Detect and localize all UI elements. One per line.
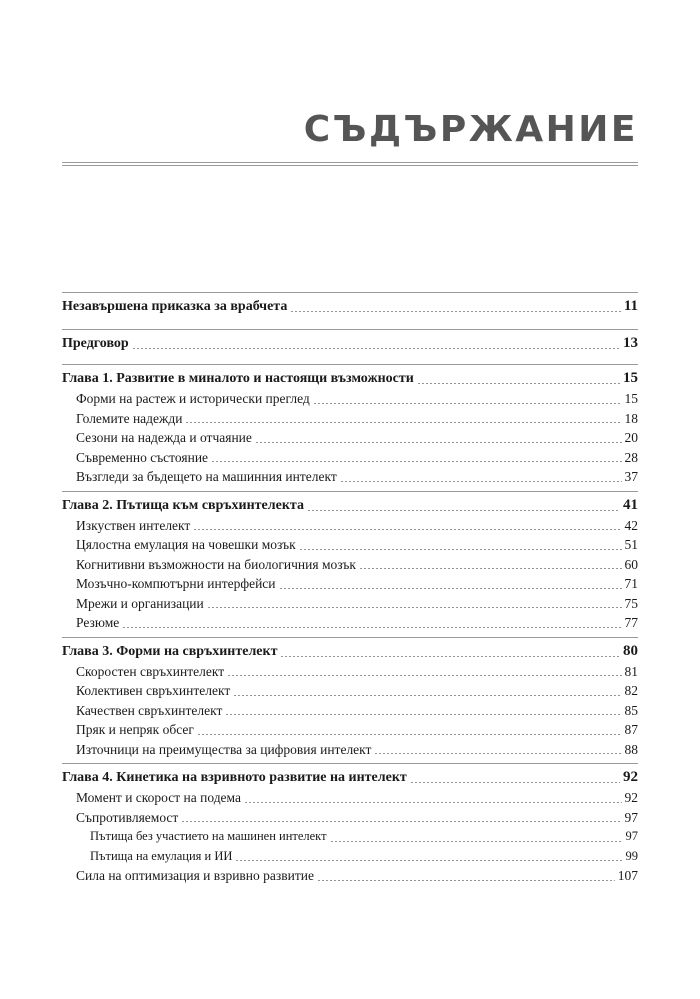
dot-leader xyxy=(330,841,623,842)
toc-entry-label: Момент и скорост на подема xyxy=(76,790,241,805)
dot-leader xyxy=(317,880,615,881)
dot-leader xyxy=(417,383,620,384)
dot-leader xyxy=(233,695,621,696)
toc-entry-label: Мозъчно-компютърни интерфейси xyxy=(76,576,276,591)
toc-page-number: 80 xyxy=(623,642,638,659)
dot-leader xyxy=(122,627,621,628)
page-title: СЪДЪРЖАНИЕ xyxy=(303,109,638,150)
toc-entry-label: Пряк и непряк обсег xyxy=(76,722,194,737)
toc-entry-label: Глава 4. Кинетика на взривното развитие на интелект xyxy=(62,770,407,785)
toc-entry-label: Големите надежди xyxy=(76,410,183,426)
dot-leader xyxy=(211,461,621,462)
dot-leader xyxy=(244,802,622,803)
dot-leader xyxy=(181,821,621,822)
toc-entry-label: Съвременно състояние xyxy=(76,449,209,465)
toc-section-entry[interactable] xyxy=(62,428,638,448)
dot-leader xyxy=(340,481,622,482)
toc-chapter-entry[interactable] xyxy=(62,766,638,788)
dot-leader xyxy=(313,403,622,404)
dot-leader xyxy=(235,860,622,861)
toc-entry-label: Възгледи за бъдещето на машинния интелект xyxy=(76,469,337,484)
dot-leader xyxy=(227,675,621,676)
toc-section-entry[interactable] xyxy=(62,555,638,575)
toc-entry-label: Съпротивляемост xyxy=(76,809,179,825)
toc-section-entry[interactable] xyxy=(62,827,638,847)
toc-page-number: 99 xyxy=(625,848,638,863)
dot-leader xyxy=(280,656,620,657)
toc-page-number: 88 xyxy=(624,741,638,757)
toc-page-number: 82 xyxy=(624,683,638,698)
toc-entry-label: Изкуствен интелект xyxy=(76,517,191,533)
toc-page-number: 92 xyxy=(623,769,638,785)
toc-entry-label: Незавършена приказка за врабчета xyxy=(62,299,288,314)
section-divider xyxy=(62,329,638,330)
toc-page-number: 15 xyxy=(623,370,638,386)
toc-page-number: 107 xyxy=(617,868,638,883)
section-divider xyxy=(62,763,638,764)
toc-page-number: 77 xyxy=(624,615,638,630)
toc-entry-label: Сезони на надежда и отчаяние xyxy=(76,430,252,445)
toc-section-entry[interactable] xyxy=(62,516,638,536)
dot-leader xyxy=(255,442,622,443)
toc-page-number: 60 xyxy=(624,556,638,572)
dot-leader xyxy=(225,714,621,715)
toc-section-entry[interactable] xyxy=(62,467,638,487)
toc-entry-label: Качествен свръхинтелект xyxy=(76,702,223,718)
toc-section-entry[interactable] xyxy=(62,701,638,721)
toc-front-entry[interactable] xyxy=(62,295,638,317)
toc-page-number: 15 xyxy=(624,391,638,406)
toc-entry-label: Мрежи и организации xyxy=(76,595,204,611)
toc-entry-label: Форми на растеж и исторически преглед xyxy=(76,391,310,406)
toc-entry-label: Глава 3. Форми на свръхинтелект xyxy=(62,643,278,659)
toc-chapter-entry[interactable] xyxy=(62,367,638,389)
toc-entry-label: Сила на оптимизация и взривно развитие xyxy=(76,868,314,883)
toc-page-number: 37 xyxy=(624,469,638,484)
toc-entry-label: Когнитивни възможности на биологичния мозък xyxy=(76,556,356,572)
dot-leader xyxy=(299,549,622,550)
toc-entry-label: Предговор xyxy=(62,336,129,351)
toc-entry-label: Колективен свръхинтелект xyxy=(76,683,231,698)
toc-page-number: 11 xyxy=(623,298,638,314)
toc-entry-label: Глава 2. Пътища към свръхинтелекта xyxy=(62,497,304,513)
toc-entry-label: Пътища без участието на машинен интелект xyxy=(90,829,327,843)
dot-leader xyxy=(410,782,620,783)
toc-section-entry[interactable] xyxy=(62,788,638,808)
toc-page-number: 81 xyxy=(624,663,638,679)
dot-leader xyxy=(207,607,622,608)
toc-front-entry[interactable] xyxy=(62,332,638,354)
toc-page-number: 97 xyxy=(625,829,638,843)
dot-leader xyxy=(197,734,622,735)
toc-page-number: 75 xyxy=(624,595,638,611)
toc-page-number: 20 xyxy=(624,430,638,445)
section-divider xyxy=(62,637,638,638)
toc-section-entry[interactable] xyxy=(62,409,638,429)
toc-section-entry[interactable] xyxy=(62,613,638,633)
section-divider xyxy=(62,491,638,492)
title-rule-top xyxy=(62,162,638,163)
toc-page-number: 41 xyxy=(623,496,638,513)
title-rule-bottom xyxy=(62,165,638,166)
toc-page-number: 92 xyxy=(624,790,638,805)
toc-section-entry[interactable] xyxy=(62,389,638,409)
toc-chapter-entry[interactable] xyxy=(62,640,638,662)
toc-entry-label: Пътища на емулация и ИИ xyxy=(90,848,233,863)
dot-leader xyxy=(359,568,622,569)
toc-section-entry[interactable] xyxy=(62,808,638,828)
toc-page-number: 18 xyxy=(624,410,638,426)
toc-section-entry[interactable] xyxy=(62,720,638,740)
toc-page-number: 87 xyxy=(624,722,638,737)
dot-leader xyxy=(307,510,620,511)
dot-leader xyxy=(374,753,621,754)
toc-section-entry[interactable] xyxy=(62,448,638,468)
toc-page-number: 28 xyxy=(624,449,638,465)
toc-entry-label: Резюме xyxy=(76,615,120,630)
toc-page-number: 42 xyxy=(624,517,638,533)
section-divider xyxy=(62,292,638,293)
toc-section-entry[interactable] xyxy=(62,574,638,594)
dot-leader xyxy=(132,348,620,349)
dot-leader xyxy=(185,422,621,423)
toc-entry-label: Цялостна емулация на човешки мозък xyxy=(76,537,296,552)
toc-section-entry[interactable] xyxy=(62,662,638,682)
toc-entry-label: Източници на преимущества за цифровия интелект xyxy=(76,741,372,757)
toc-page-number: 13 xyxy=(623,335,638,351)
toc-section-entry[interactable] xyxy=(62,740,638,760)
toc-page-number: 51 xyxy=(624,537,638,552)
toc-section-entry[interactable] xyxy=(62,594,638,614)
toc-entry-label: Скоростен свръхинтелект xyxy=(76,663,225,679)
toc-page-number: 85 xyxy=(624,702,638,718)
section-divider xyxy=(62,364,638,365)
dot-leader xyxy=(279,588,622,589)
dot-leader xyxy=(290,311,620,312)
toc-chapter-entry[interactable] xyxy=(62,494,638,516)
table-of-contents xyxy=(62,292,638,886)
dot-leader xyxy=(193,529,621,530)
toc-section-entry[interactable] xyxy=(62,681,638,701)
toc-section-entry[interactable] xyxy=(62,847,638,867)
toc-entry-label: Глава 1. Развитие в миналото и настоящи възможности xyxy=(62,371,414,386)
toc-section-entry[interactable] xyxy=(62,866,638,886)
toc-page-number: 71 xyxy=(624,576,638,591)
toc-section-entry[interactable] xyxy=(62,535,638,555)
toc-page-number: 97 xyxy=(624,809,638,825)
